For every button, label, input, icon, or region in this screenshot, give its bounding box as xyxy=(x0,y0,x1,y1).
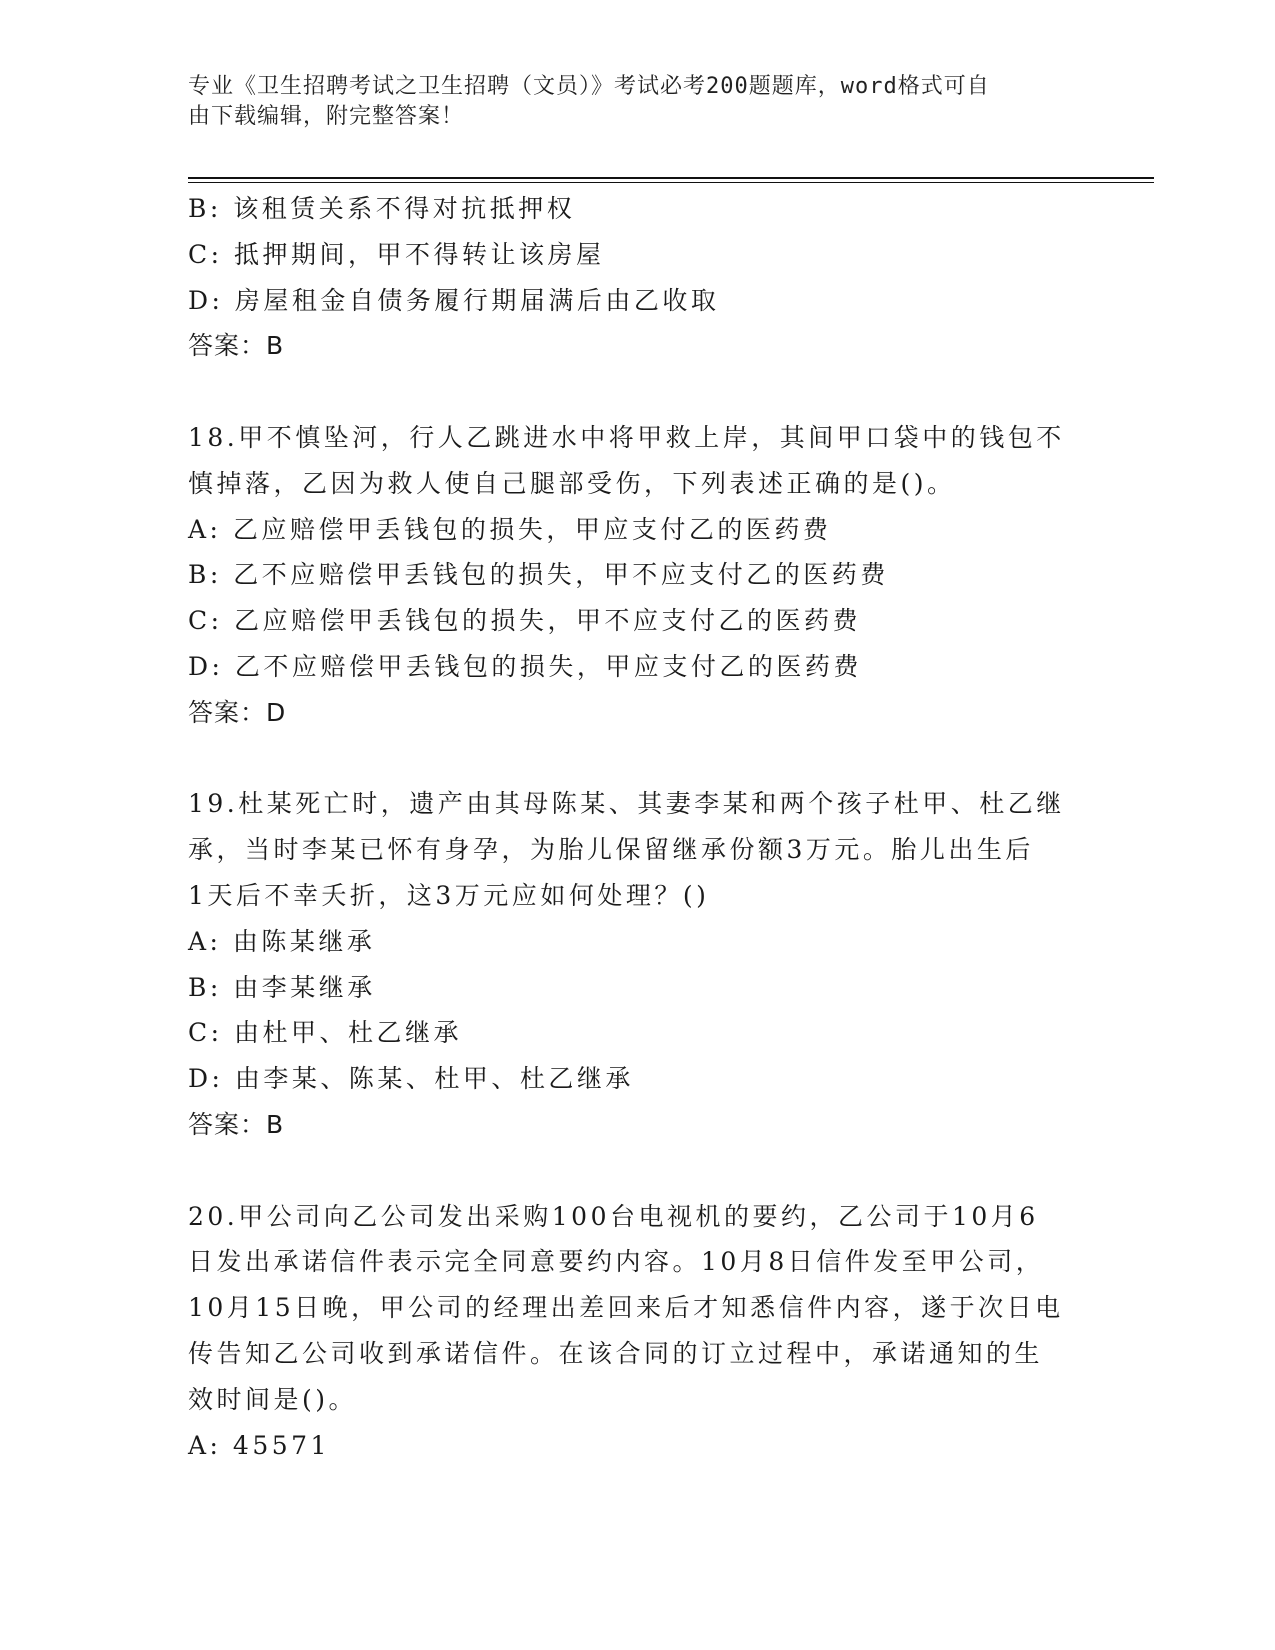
option-a: A: 45571 xyxy=(188,1430,330,1460)
header-divider-thick xyxy=(188,177,1154,179)
header-line-2: 由下载编辑，附完整答案！ xyxy=(188,104,465,129)
question-stem-line: 传告知乙公司收到承诺信件。在该合同的订立过程中，承诺通知的生 xyxy=(188,1338,1044,1368)
answer-line: 答案：D xyxy=(188,697,287,727)
question-stem-line: 承，当时李某已怀有身孕，为胎儿保留继承份额3万元。胎儿出生后 xyxy=(188,835,1034,865)
answer-line: 答案：B xyxy=(188,331,285,361)
question-stem-line: 慎掉落，乙因为救人使自己腿部受伤，下列表述正确的是()。 xyxy=(188,468,956,498)
document-body xyxy=(188,186,1088,1468)
option-c: C: 乙应赔偿甲丢钱包的损失，甲不应支付乙的医药费 xyxy=(188,606,862,636)
spacer xyxy=(188,736,1088,782)
answer-line: 答案：B xyxy=(188,1109,285,1139)
question-stem-line: 1天后不幸夭折，这3万元应如何处理？() xyxy=(188,880,710,910)
question-stem-line: 日发出承诺信件表示完全同意要约内容。10月8日信件发至甲公司， xyxy=(188,1247,1045,1277)
option-d: D: 由李某、陈某、杜甲、杜乙继承 xyxy=(188,1064,634,1094)
question-19 xyxy=(188,781,1088,1147)
option-d: D: 乙不应赔偿甲丢钱包的损失，甲应支付乙的医药费 xyxy=(188,651,862,681)
option-c: C: 由杜甲、杜乙继承 xyxy=(188,1018,462,1048)
option-a: A: 由陈某继承 xyxy=(188,926,376,956)
spacer xyxy=(188,1148,1088,1194)
question-18 xyxy=(188,415,1088,736)
question-stem-line: 效时间是()。 xyxy=(188,1384,358,1414)
spacer xyxy=(188,369,1088,415)
option-a: A: 乙应赔偿甲丢钱包的损失，甲应支付乙的医药费 xyxy=(188,514,832,544)
page-header xyxy=(188,72,1068,132)
question-stem-line: 20.甲公司向乙公司发出采购100台电视机的要约，乙公司于10月6 xyxy=(188,1201,1039,1231)
question-stem-line: 10月15日晚，甲公司的经理出差回来后才知悉信件内容，遂于次日电 xyxy=(188,1293,1064,1323)
header-divider-thin xyxy=(188,182,1154,183)
question-17-tail xyxy=(188,186,1088,369)
option-b: B: 该租赁关系不得对抗抵押权 xyxy=(188,194,576,223)
header-line-1: 专业《卫生招聘考试之卫生招聘（文员）》考试必考200题题库，word格式可自 xyxy=(188,74,990,99)
option-c: C: 抵押期间，甲不得转让该房屋 xyxy=(188,239,605,269)
option-b: B: 由李某继承 xyxy=(188,972,376,1002)
question-20 xyxy=(188,1194,1088,1469)
question-stem-line: 19.杜某死亡时，遗产由其母陈某、其妻李某和两个孩子杜甲、杜乙继 xyxy=(188,789,1065,819)
question-stem-line: 18.甲不慎坠河，行人乙跳进水中将甲救上岸，其间甲口袋中的钱包不 xyxy=(188,422,1065,452)
option-b: B: 乙不应赔偿甲丢钱包的损失，甲不应支付乙的医药费 xyxy=(188,560,889,590)
option-d: D: 房屋租金自债务履行期届满后由乙收取 xyxy=(188,285,720,315)
